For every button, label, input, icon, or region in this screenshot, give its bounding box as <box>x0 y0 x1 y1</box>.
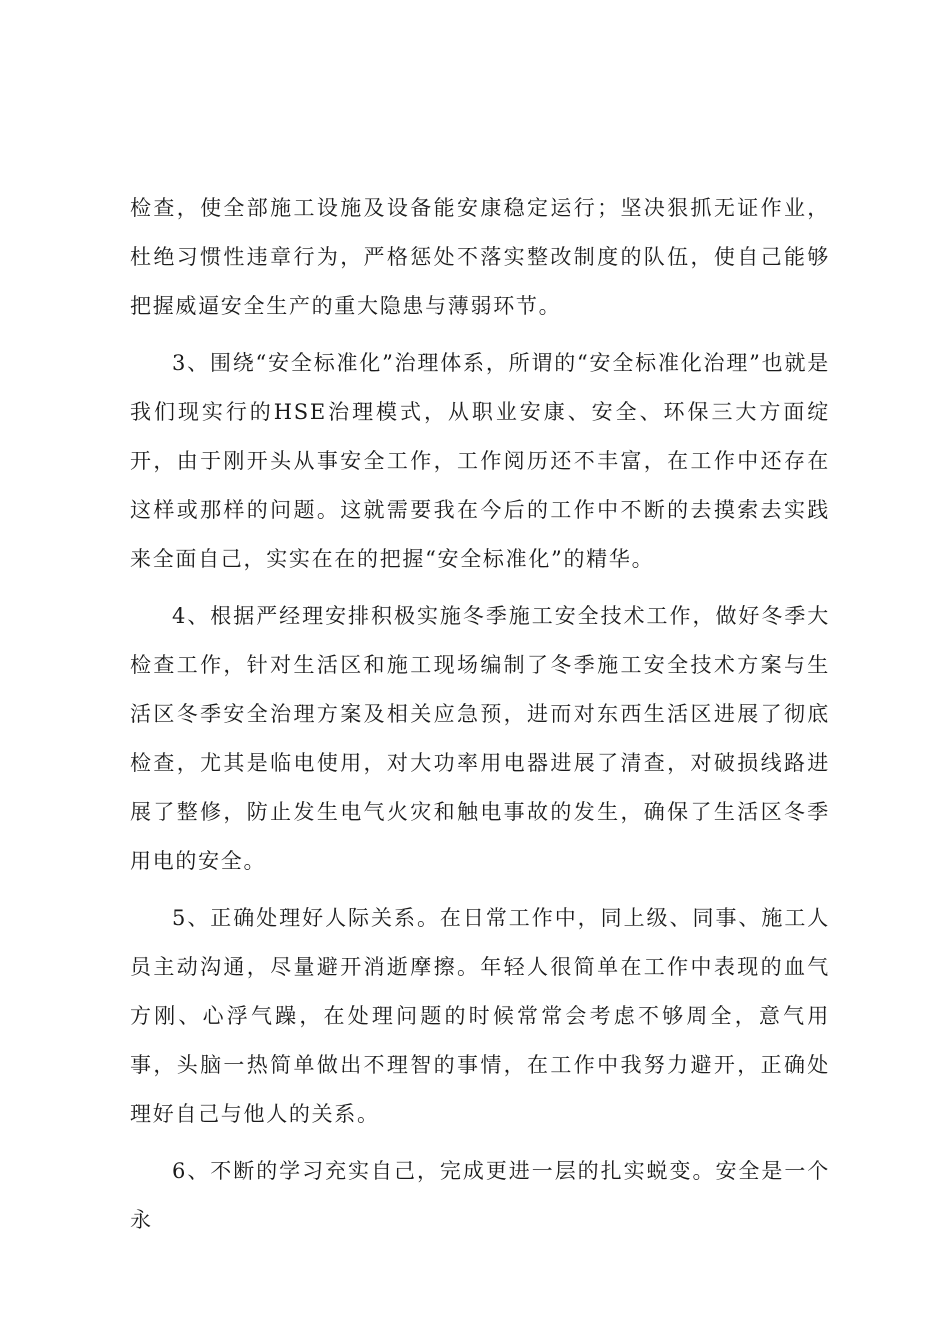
paragraph-item-6: 6、不断的学习充实自己，完成更进一层的扎实蜕变。安全是一个永 <box>130 1159 830 1232</box>
paragraph-item-5: 5、正确处理好人际关系。在日常工作中，同上级、同事、施工人员主动沟通，尽量避开消逝摩擦。年轻人很简单在工作中表现的血气方刚、心浮气躁，在处理问题的时候常常会考虑不够周全，意气用事，头脑一热简单做出不理智的事情，在工作中我努力避开，正确处理好自己与他人的关系。 <box>130 906 830 1126</box>
paragraph-item-3: 3、围绕“安全标准化”治理体系，所谓的“安全标准化治理”也就是我们现实行的HSE治理模式，从职业安康、安全、环保三大方面绽开，由于刚开头从事安全工作，工作阅历还不丰富，在工作中还存在这样或那样的问题。这就需要我在今后的工作中不断的去摸索去实践来全面自己，实实在在的把握“安全标准化”的精华。 <box>130 351 830 571</box>
paragraph-item-4: 4、根据严经理安排积极实施冬季施工安全技术工作，做好冬季大检查工作，针对生活区和施工现场编制了冬季施工安全技术方案与生活区冬季安全治理方案及相关应急预，进而对东西生活区进展了彻底检查，尤其是临电使用，对大功率用电器进展了清查，对破损线路进展了整修，防止发生电气火灾和触电事故的发生，确保了生活区冬季用电的安全。 <box>130 604 830 873</box>
document-body <box>130 184 830 1253</box>
paragraph-continuation: 检查，使全部施工设施及设备能安康稳定运行；坚决狠抓无证作业，杜绝习惯性违章行为，严格惩处不落实整改制度的队伍，使自己能够把握威逼安全生产的重大隐患与薄弱环节。 <box>130 196 830 318</box>
